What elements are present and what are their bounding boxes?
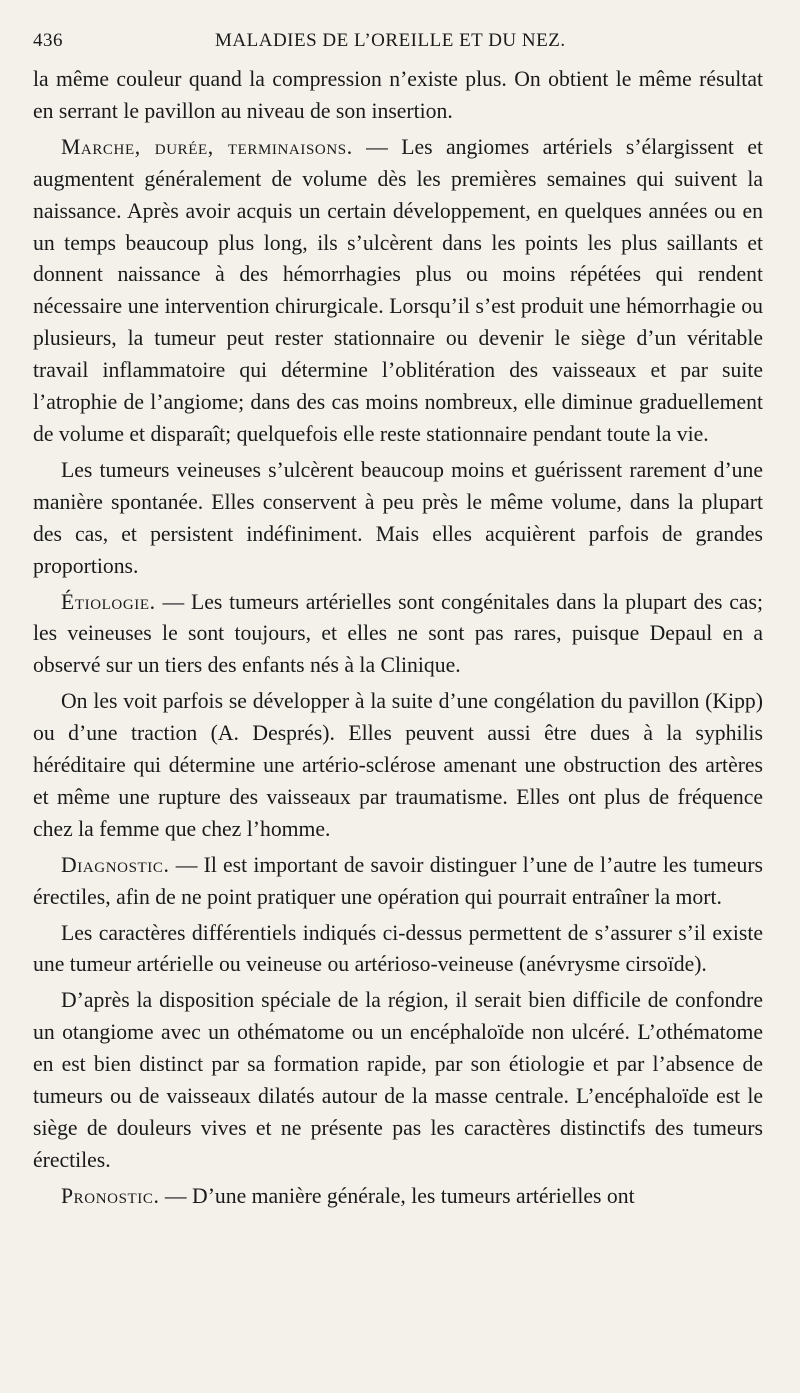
page-number: 436 [33,30,63,51]
paragraph [33,686,763,846]
section-heading: Diagnostic. [61,852,170,877]
paragraph [33,64,763,128]
page-header [33,30,760,60]
paragraph-text: Les tumeurs veineuses s’ulcèrent beaucoup moins et guérissent rarement d’une manière spontanée. Elles conservent à peu près le même volume, dans la plupart des cas, et persistent indéfiniment. Mais elles acquièrent parfois de grandes proportions. [33,457,763,578]
paragraph [33,985,763,1176]
section-heading: Marche, durée, terminaisons. [61,134,353,159]
paragraph-text: On les voit parfois se développer à la suite d’une congélation du pavillon (Kipp) ou d’une traction (A. Després). Elles peuvent aussi être dues à la syphilis héréditaire qui détermine une artério-sclérose amenant une obstruction des artères et même une rupture des vaisseaux par traumatisme. Elles ont plus de fréquence chez la femme que chez l’homme. [33,689,763,841]
paragraph [33,1181,763,1213]
paragraph [33,850,763,914]
paragraph-text: — D’une manière générale, les tumeurs artérielles ont [159,1183,635,1208]
paragraph-text: la même couleur quand la compression n’existe plus. On obtient le même résultat en serrant le pavillon au niveau de son insertion. [33,67,763,123]
section-heading: Pronostic. [61,1183,160,1208]
paragraph-text: — Les angiomes artériels s’élargissent et augmentent généralement de volume dès les premières semaines qui suivent la naissance. Après avoir acquis un certain développement, en quelques années ou en un temps beaucoup plus long, ils s’ulcèrent dans les points les plus saillants et donnent naissance à des hémorrhagies plus ou moins répétées qui rendent nécessaire une intervention chirurgicale. Lorsqu’il s’est produit une hémorrhagie ou plusieurs, la tumeur peut rester stationnaire ou devenir le siège d’un véritable travail inflammatoire qui détermine l’oblitération des vaisseaux et par suite l’atrophie de l’angiome; dans des cas moins nombreux, elle diminue graduellement de volume et disparaît; quelquefois elle reste stationnaire pendant toute la vie. [33,134,763,446]
paragraph [33,918,763,982]
paragraph-text: Les caractères différentiels indiqués ci-dessus permettent de s’assurer s’il existe une tumeur artérielle ou veineuse ou artérioso-veineuse (anévrysme cirsoïde). [33,920,763,977]
paragraph-text: — Il est important de savoir distinguer l’une de l’autre les tumeurs érectiles, afin de ne point pratiquer une opération qui pourrait entraîner la mort. [33,852,763,909]
paragraph [33,455,763,583]
paragraph [33,132,763,451]
page-body [33,64,763,1213]
paragraph-text: — Les tumeurs artérielles sont congénitales dans la plupart des cas; les veineuses le sont toujours, et elles ne sont pas rares, puisque Depaul en a observé sur un tiers des enfants nés à la Clinique. [33,589,763,678]
paragraph [33,587,763,683]
section-heading: Étiologie. [61,589,156,614]
paragraph-text: D’après la disposition spéciale de la région, il serait bien difficile de confondre un otangiome avec un othématome ou un encéphaloïde non ulcéré. L’othématome en est bien distinct par sa formation rapide, par son étiologie et par l’absence de tumeurs ou de vaisseaux dilatés autour de la masse centrale. L’encéphaloïde est le siège de douleurs vives et ne présente pas les caractères distinctifs des tumeurs érectiles. [33,988,763,1172]
running-title: MALADIES DE L’OREILLE ET DU NEZ. [215,30,566,51]
